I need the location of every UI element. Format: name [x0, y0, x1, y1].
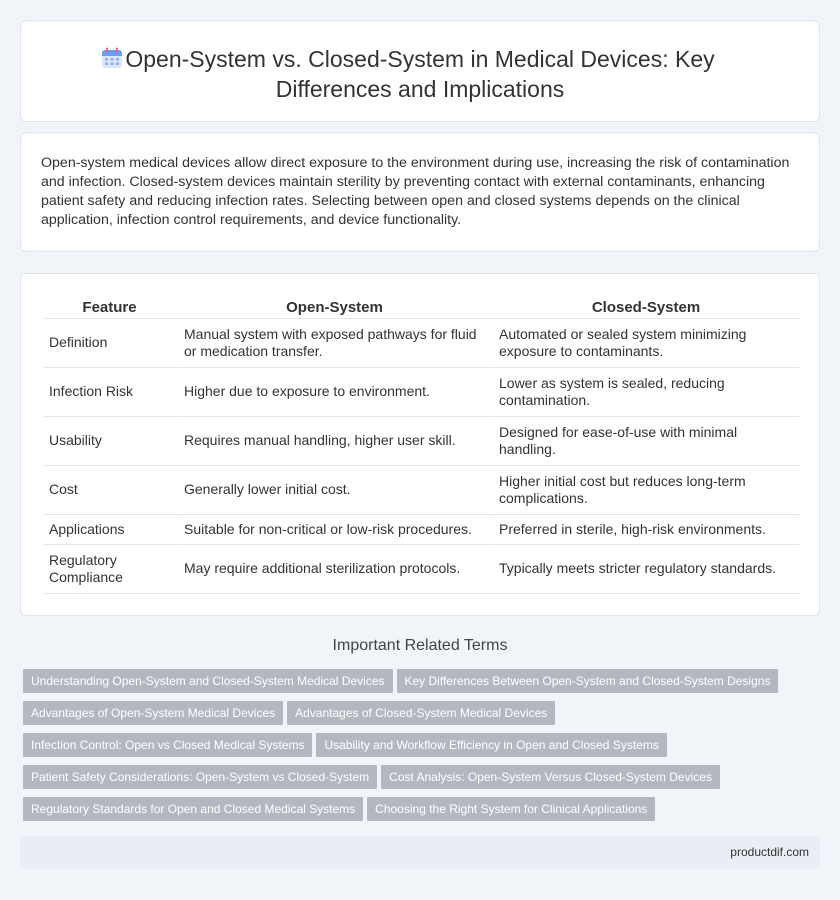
table-cell: Generally lower initial cost. — [176, 466, 491, 515]
footer — [20, 836, 820, 869]
intro-card — [20, 132, 820, 252]
table-row — [43, 466, 799, 515]
comparison-table — [43, 293, 799, 594]
table-cell: Typically meets stricter regulatory standards. — [491, 545, 799, 594]
related-term-link[interactable]: Advantages of Open-System Medical Devices — [23, 701, 283, 725]
table-header-row — [43, 293, 799, 319]
table-row — [43, 545, 799, 594]
table-cell: Regulatory Compliance — [43, 545, 176, 594]
related-term-link[interactable]: Cost Analysis: Open-System Versus Closed-System Devices — [381, 765, 720, 789]
table-cell: May require additional sterilization protocols. — [176, 545, 491, 594]
intro-paragraph: Open-system medical devices allow direct exposure to the environment during use, increasing the risk of contamination and infection. Closed-system devices maintain sterility by preventing contact with external contaminants, enhancing patient safety and reducing infection rates. Selecting between open and closed systems depends on the clinical application, infection control requirements, and device functionality. — [41, 155, 790, 228]
table-cell: Suitable for non-critical or low-risk procedures. — [176, 515, 491, 545]
related-term-link[interactable]: Regulatory Standards for Open and Closed Medical Systems — [23, 797, 363, 821]
column-header-open-system: Open-System — [176, 293, 491, 319]
column-header-closed-system: Closed-System — [491, 293, 799, 319]
table-cell: Definition — [43, 319, 176, 368]
table-row — [43, 319, 799, 368]
footer-brand: productdif.com — [730, 845, 809, 859]
related-terms-list — [23, 669, 823, 829]
table-cell: Automated or sealed system minimizing exposure to contaminants. — [491, 319, 799, 368]
header-card — [20, 20, 820, 122]
page-title: Open-System vs. Closed-System in Medical Devices: Key Differences and Implications — [125, 46, 715, 102]
related-term-link[interactable]: Patient Safety Considerations: Open-System vs Closed-System — [23, 765, 377, 789]
comparison-card — [20, 273, 820, 616]
table-row — [43, 417, 799, 466]
table-row — [43, 368, 799, 417]
table-cell: Usability — [43, 417, 176, 466]
table-cell: Requires manual handling, higher user skill. — [176, 417, 491, 466]
table-cell: Manual system with exposed pathways for fluid or medication transfer. — [176, 319, 491, 368]
table-cell: Applications — [43, 515, 176, 545]
table-cell: Higher due to exposure to environment. — [176, 368, 491, 417]
related-term-link[interactable]: Infection Control: Open vs Closed Medical Systems — [23, 733, 312, 757]
table-cell: Higher initial cost but reduces long-term complications. — [491, 466, 799, 515]
related-term-link[interactable]: Usability and Workflow Efficiency in Open and Closed Systems — [316, 733, 666, 757]
table-cell: Preferred in sterile, high-risk environments. — [491, 515, 799, 545]
related-term-link[interactable]: Understanding Open-System and Closed-System Medical Devices — [23, 669, 393, 693]
table-cell: Infection Risk — [43, 368, 176, 417]
related-terms-heading: Important Related Terms — [332, 637, 508, 654]
table-cell: Designed for ease-of-use with minimal handling. — [491, 417, 799, 466]
related-term-link[interactable]: Advantages of Closed-System Medical Devices — [287, 701, 555, 725]
table-cell: Cost — [43, 466, 176, 515]
table-row — [43, 515, 799, 545]
column-header-feature: Feature — [43, 293, 176, 319]
related-term-link[interactable]: Choosing the Right System for Clinical Applications — [367, 797, 655, 821]
related-term-link[interactable]: Key Differences Between Open-System and Closed-System Designs — [397, 669, 779, 693]
table-cell: Lower as system is sealed, reducing contamination. — [491, 368, 799, 417]
